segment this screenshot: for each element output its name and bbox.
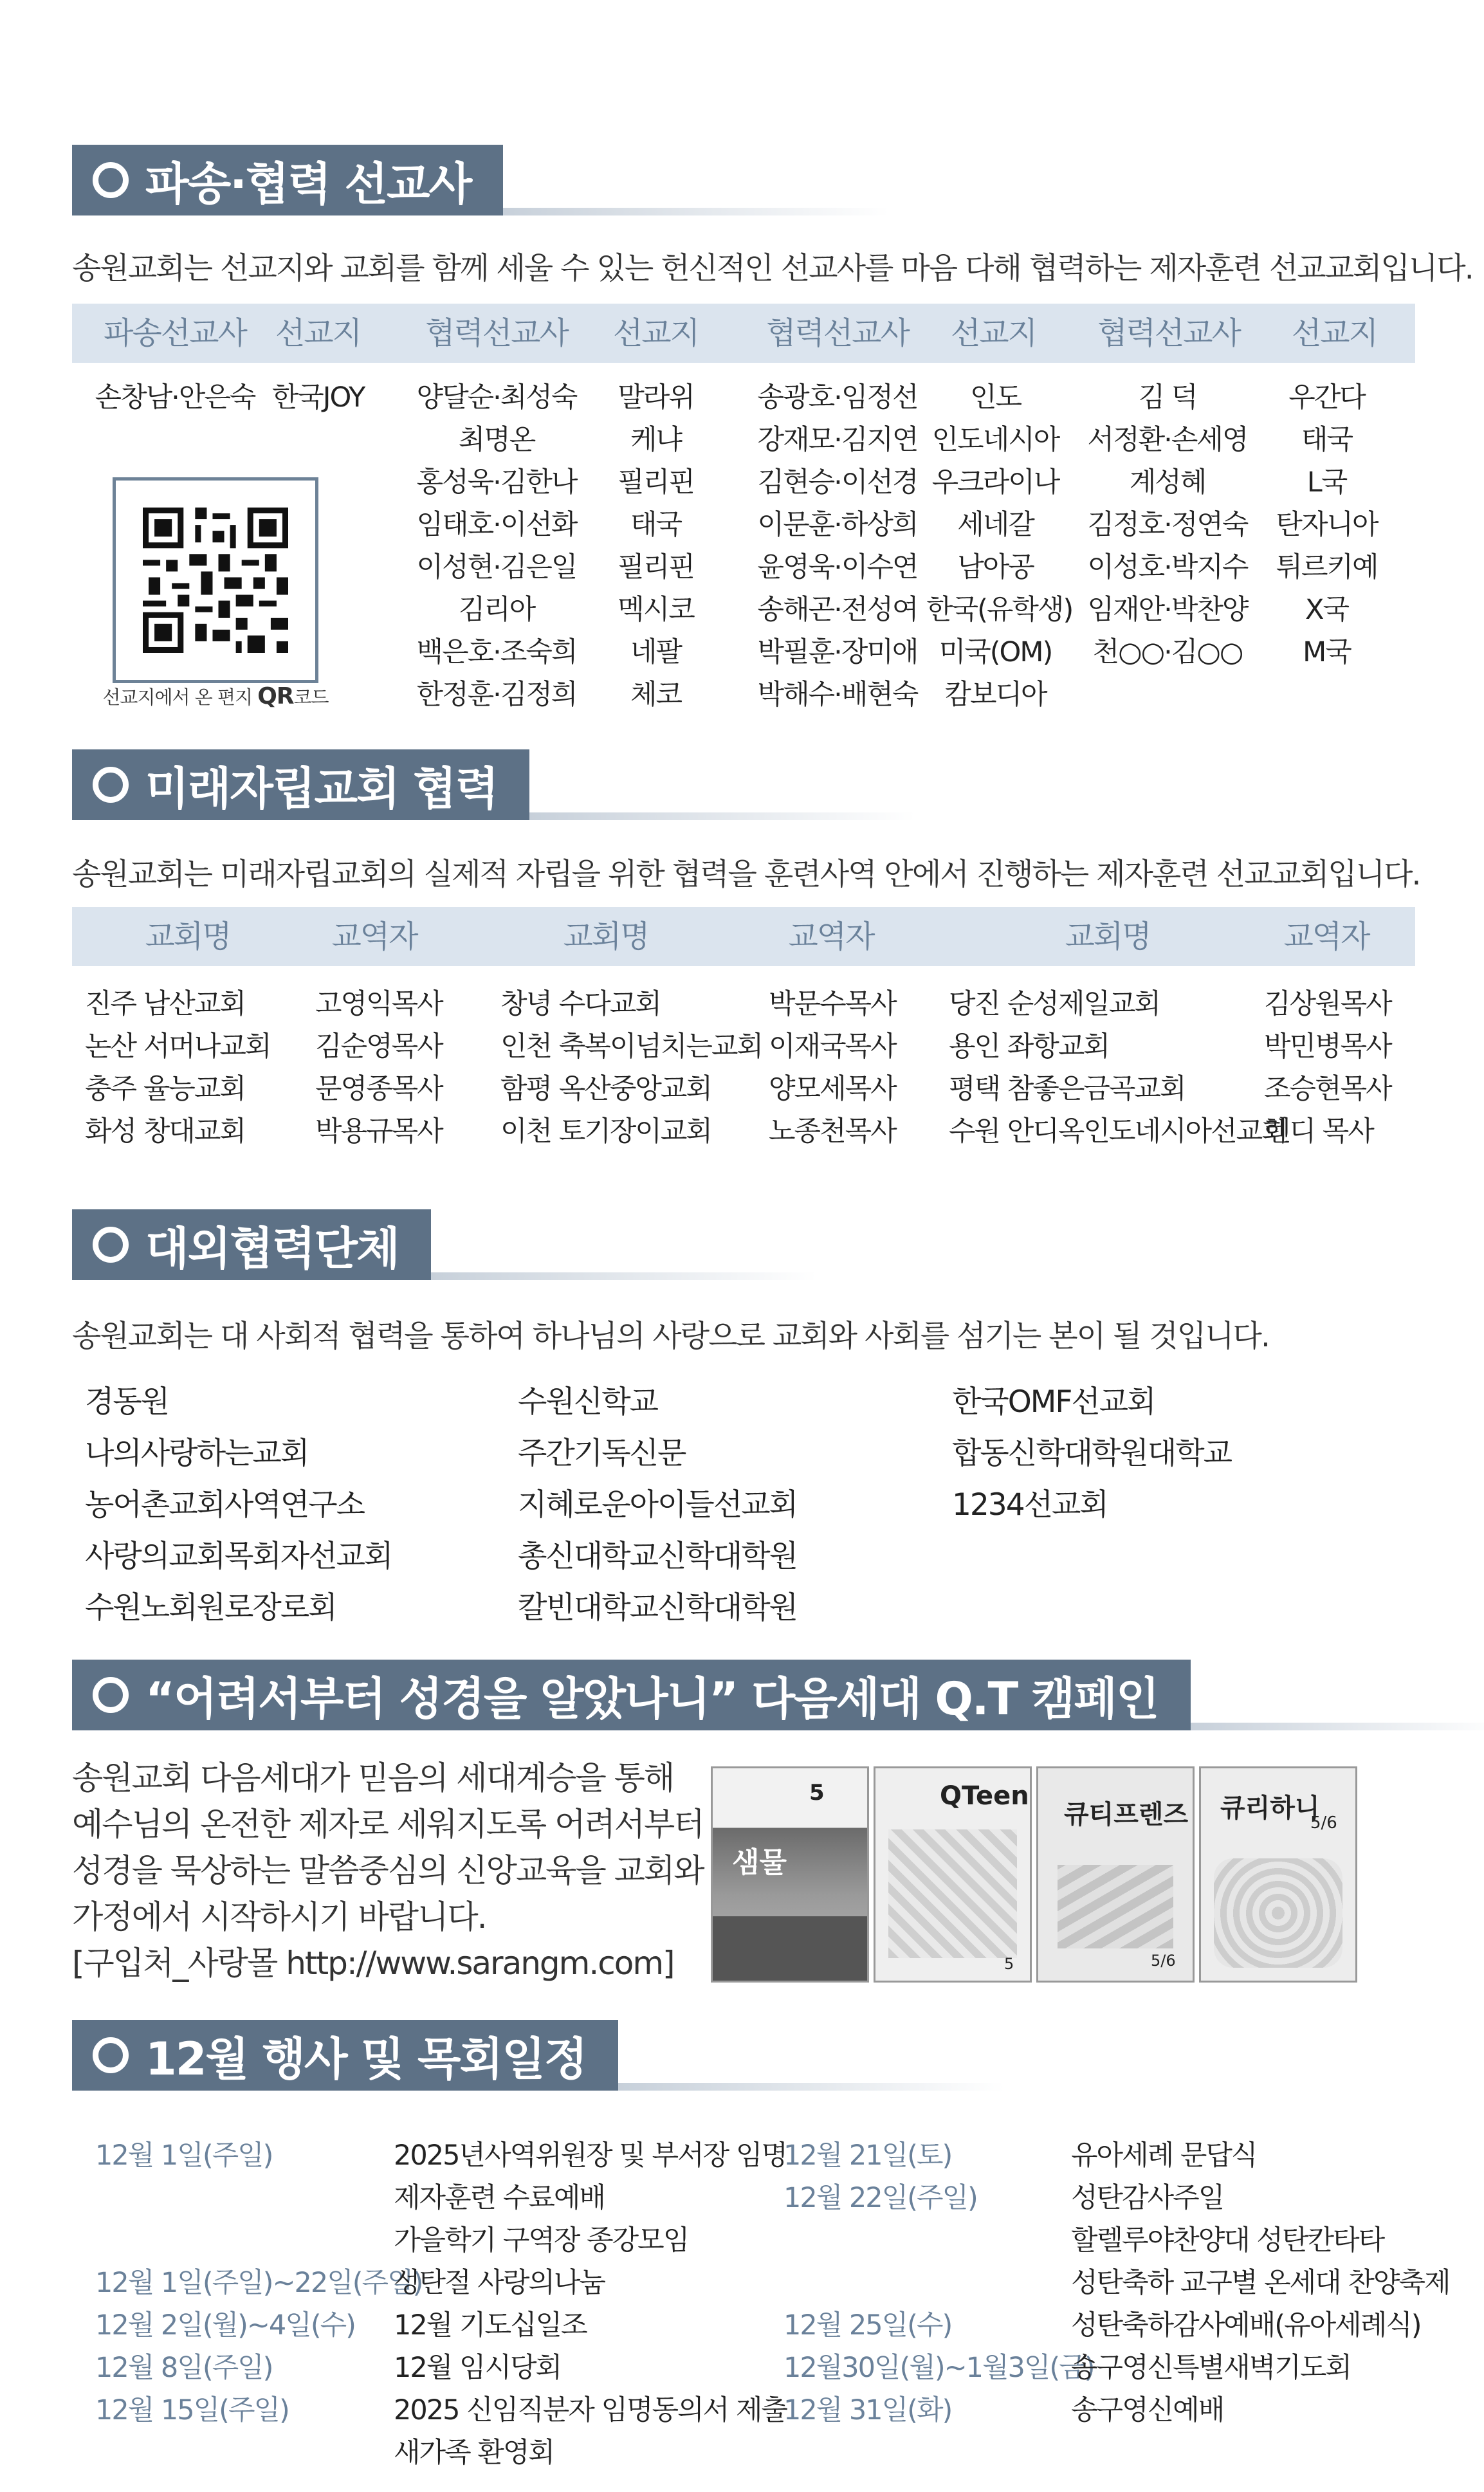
table-header [72, 304, 1415, 363]
section-header-qt [72, 1660, 1484, 1730]
section-header-missionaries [72, 145, 889, 215]
qr-code[interactable] [113, 477, 318, 683]
sent-missionary-places: 한국JOY [271, 381, 365, 414]
header-cell: 선교지 [950, 315, 1037, 351]
section-header-partners [72, 1209, 817, 1280]
header-cell: 협력선교사 [1097, 315, 1240, 351]
header-cell: 교역자 [1283, 919, 1369, 955]
church-names-2: 창녕 수다교회 인천 축복이넘치는교회 함평 옥산중앙교회 이천 토기장이교회 [500, 988, 763, 1148]
section-title: 미래자립교회 협력 [145, 762, 498, 815]
book-cover-qurihani: 큐리하니 5/6 [1199, 1766, 1357, 1983]
header-cell: 교회명 [145, 919, 231, 955]
partner-places-2: 인도 인도네시아 우크라이나 세네갈 남아공 한국(유학생) 미국(OM) 캄보디아 [926, 381, 1073, 711]
church-pastors-3: 김상원목사 박민병목사 조승현목사 렌디 목사 [1264, 988, 1391, 1148]
book-cover-saemmul: 5 샘물 [711, 1766, 869, 1983]
header-cell: 교역자 [788, 919, 874, 955]
header-cell: 협력선교사 [425, 315, 568, 351]
purchase-link[interactable]: [구입처_사랑몰 http://www.sarangm.com] [72, 1945, 674, 1982]
landscape-icon [713, 1916, 867, 1981]
partner-places-3: 우간다 태국 L국 탄자니아 튀르키예 X국 M국 [1276, 381, 1378, 668]
church-pastors-2: 박문수목사 이재국목사 양모세목사 노종천목사 [769, 988, 896, 1148]
section-intro: 송원교회는 대 사회적 협력을 통하여 하나님의 사랑으로 교회와 사회를 섬기는 본이 될 것입니다. [72, 1319, 1269, 1354]
illustration-icon [1058, 1865, 1173, 1948]
header-cell: 선교지 [275, 315, 362, 351]
table-header [72, 907, 1415, 966]
qr-code-icon [143, 508, 288, 653]
circle-bullet-icon [93, 162, 129, 198]
header-cell: 파송선교사 [104, 315, 246, 351]
schedule-events-right: 유아세례 문답식 성탄감사주일 할렐루야찬양대 성탄칸타타 성탄축하 교구별 온세대 찬양축제 성탄축하감사예배(유아세례식) 송구영신특별새벽기도회 송구영신예배 [1071, 2139, 1450, 2426]
partner-places-1: 말라위 케냐 필리핀 태국 필리핀 멕시코 네팔 체코 [618, 381, 694, 711]
header-cell: 선교지 [612, 315, 699, 351]
header-cell: 교회명 [1065, 919, 1151, 955]
partner-orgs-1: 경동원 나의사랑하는교회 농어촌교회사역연구소 사랑의교회목회자선교회 수원노회원로장로회 [85, 1384, 392, 1626]
section-intro: 송원교회는 선교지와 교회를 함께 세울 수 있는 헌신적인 선교사를 마음 다해 협력하는 제자훈련 선교교회입니다. [72, 251, 1473, 286]
schedule-events-left: 2025년사역위원장 및 부서장 임명 제자훈련 수료예배 가을학기 구역장 종강모임 성탄절 사랑의나눔 12월 기도십일조 12월 임시당회 2025 신임직분자 임명동의서 제출 새가족 환영회 [394, 2139, 787, 2469]
partner-orgs-3: 한국OMF선교회 합동신학대학원대학교 1234선교회 [952, 1384, 1232, 1523]
qr-caption: 선교지에서 온 편지 QR코드 [102, 683, 329, 710]
section-title: 대외협력단체 [145, 1222, 399, 1275]
schedule-dates-left: 12월 1일(주일) 12월 1일(주일)~22일(주일) 12월 2일(월)~4일(수) 12월 8일(주일) 12월 15일(주일) [95, 2139, 423, 2426]
schedule-dates-right: 12월 21일(토) 12월 22일(주일) 12월 25일(수) 12월30일(월)~1월3일(금) 12월 31일(화) [783, 2139, 1094, 2426]
circle-bullet-icon [93, 767, 129, 803]
partner-names-3: 김 덕 서정환·손세영 계성혜 김정호·정연숙 이성호·박지수 임재안·박찬양 천○○·김○○ [1087, 381, 1248, 668]
header-cell: 협력선교사 [766, 315, 909, 351]
section-title: “어려서부터 성경을 알았나니” 다음세대 Q.T 캠페인 [145, 1672, 1159, 1725]
qt-description: 송원교회 다음세대가 믿음의 세대계승을 통해 예수님의 온전한 제자로 세워지도록 어려서부터 성경을 묵상하는 말씀중심의 신앙교육을 교회와 가정에서 시작하시기 바랍니다. [구입처_사랑몰 http://www.sarangm.com] [72, 1755, 704, 1986]
circle-bullet-icon [93, 1227, 129, 1263]
church-names-1: 진주 남산교회 논산 서머나교회 충주 율능교회 화성 창대교회 [85, 988, 271, 1148]
section-intro: 송원교회는 미래자립교회의 실제적 자립을 위한 협력을 훈련사역 안에서 진행하는 제자훈련 선교교회입니다. [72, 857, 1420, 892]
illustration-icon [1214, 1858, 1342, 1968]
circle-bullet-icon [93, 1677, 129, 1713]
church-pastors-1: 고영익목사 김순영목사 문영종목사 박용규목사 [315, 988, 443, 1148]
partner-names-1: 양달순·최성숙 최명온 홍성욱·김한나 임태호·이선화 이성현·김은일 김리아 백은호·조숙희 한정훈·김정희 [416, 381, 577, 711]
sent-missionary-names: 손창남·안은숙 [95, 381, 255, 414]
section-title: 파송·협력 선교사 [145, 157, 472, 210]
section-title: 12월 행사 및 목회일정 [145, 2032, 587, 2085]
church-names-3: 당진 순성제일교회 용인 좌항교회 평택 참좋은금곡교회 수원 안디옥인도네시아선교회 [949, 988, 1287, 1148]
section-header-future-churches [72, 749, 915, 820]
partner-orgs-2: 수원신학교 주간기독신문 지혜로운아이들선교회 총신대학교신학대학원 칼빈대학교신학대학원 [518, 1384, 798, 1626]
illustration-icon [888, 1829, 1017, 1958]
book-cover-qteen: QTeen 5 [874, 1766, 1032, 1983]
partner-names-2: 송광호·임정선 강재모·김지연 김현승·이선경 이문훈·하상희 윤영욱·이수연 송해곤·전성여 박필훈·장미애 박해수·배현숙 [757, 381, 918, 711]
section-header-schedule [72, 2020, 1004, 2091]
header-cell: 교회명 [563, 919, 649, 955]
book-cover-qtfriends: 큐티프렌즈 5/6 [1036, 1766, 1195, 1983]
header-cell: 선교지 [1291, 315, 1378, 351]
circle-bullet-icon [93, 2037, 129, 2073]
header-cell: 교역자 [331, 919, 417, 955]
